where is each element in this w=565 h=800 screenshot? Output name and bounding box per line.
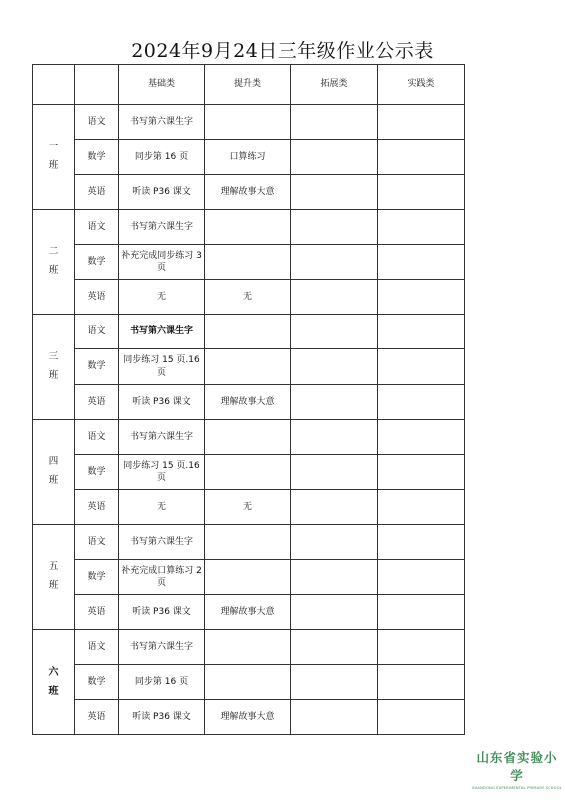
class-name-cell (33, 210, 75, 315)
basic-cell: 听读 P36 课文 (119, 385, 205, 420)
practice-cell (378, 525, 465, 560)
extend-cell (291, 455, 378, 490)
practice-cell (378, 630, 465, 665)
improve-cell (205, 455, 291, 490)
improve-cell: 理解故事大意 (205, 385, 291, 420)
practice-cell (378, 385, 465, 420)
extend-cell (291, 105, 378, 140)
extend-cell (291, 280, 378, 315)
subject-cell: 英语 (75, 490, 119, 525)
basic-cell: 书写第六课生字 (119, 630, 205, 665)
header-row (33, 65, 465, 105)
extend-cell (291, 525, 378, 560)
improve-cell: 口算练习 (205, 140, 291, 175)
basic-cell: 书写第六课生字 (119, 210, 205, 245)
subject-cell: 语文 (75, 315, 119, 349)
subject-cell: 语文 (75, 525, 119, 560)
extend-cell (291, 560, 378, 595)
class-name-bottom: 班 (48, 686, 59, 697)
school-logo-cn: 山东省实验小学 (476, 750, 558, 783)
subject-cell: 英语 (75, 280, 119, 315)
class-name-bottom: 班 (48, 265, 59, 276)
improve-cell (205, 525, 291, 560)
subject-cell: 数学 (75, 349, 119, 385)
basic-cell: 同步第 16 页 (119, 665, 205, 700)
subject-cell: 数学 (75, 665, 119, 700)
basic-cell: 书写第六课生字 (119, 105, 205, 140)
subject-cell: 语文 (75, 210, 119, 245)
homework-table (32, 64, 465, 735)
basic-cell: 无 (119, 280, 205, 315)
table-row (33, 140, 465, 175)
extend-cell (291, 700, 378, 735)
improve-cell (205, 315, 291, 349)
header-practice: 实践类 (378, 65, 465, 105)
table-row (33, 420, 465, 455)
table-row (33, 349, 465, 385)
class-name-top: 一 (48, 141, 59, 153)
basic-cell: 书写第六课生字 (119, 525, 205, 560)
class-name-bottom: 班 (48, 160, 59, 171)
table-row (33, 595, 465, 630)
practice-cell (378, 280, 465, 315)
practice-cell (378, 245, 465, 280)
improve-cell (205, 349, 291, 385)
subject-cell: 数学 (75, 245, 119, 280)
basic-cell: 书写第六课生字 (119, 420, 205, 455)
extend-cell (291, 349, 378, 385)
class-name-top: 四 (48, 456, 59, 468)
table-row (33, 630, 465, 665)
subject-cell: 英语 (75, 700, 119, 735)
table-row (33, 175, 465, 210)
school-logo (472, 748, 562, 790)
improve-cell (205, 245, 291, 280)
table-row (33, 665, 465, 700)
basic-cell: 听读 P36 课文 (119, 700, 205, 735)
table-row (33, 455, 465, 490)
practice-cell (378, 455, 465, 490)
practice-cell (378, 140, 465, 175)
class-name-bottom: 班 (48, 580, 59, 591)
practice-cell (378, 560, 465, 595)
extend-cell (291, 175, 378, 210)
extend-cell (291, 245, 378, 280)
subject-cell: 语文 (75, 630, 119, 665)
basic-cell: 补充完成同步练习 3 页 (119, 245, 205, 280)
basic-cell: 书写第六课生字 (119, 315, 205, 349)
table-row (33, 315, 465, 349)
header-basic: 基础类 (119, 65, 205, 105)
class-name-cell (33, 525, 75, 630)
table-row (33, 700, 465, 735)
basic-cell: 听读 P36 课文 (119, 175, 205, 210)
practice-cell (378, 349, 465, 385)
improve-cell: 理解故事大意 (205, 595, 291, 630)
extend-cell (291, 140, 378, 175)
practice-cell (378, 490, 465, 525)
subject-cell: 数学 (75, 560, 119, 595)
extend-cell (291, 385, 378, 420)
class-name-top: 二 (48, 246, 59, 258)
practice-cell (378, 700, 465, 735)
extend-cell (291, 490, 378, 525)
practice-cell (378, 420, 465, 455)
practice-cell (378, 210, 465, 245)
table-row (33, 245, 465, 280)
header-improve: 提升类 (205, 65, 291, 105)
improve-cell (205, 105, 291, 140)
extend-cell (291, 630, 378, 665)
basic-cell: 同步练习 15 页.16 页 (119, 349, 205, 385)
practice-cell (378, 315, 465, 349)
basic-cell: 同步第 16 页 (119, 140, 205, 175)
header-subject-cell (75, 65, 119, 105)
table-row (33, 105, 465, 140)
school-logo-en: SHANDONG EXPERIMENTAL PRIMARY SCHOOL (472, 786, 562, 790)
improve-cell (205, 210, 291, 245)
improve-cell (205, 420, 291, 455)
class-name-cell (33, 630, 75, 735)
basic-cell: 无 (119, 490, 205, 525)
subject-cell: 英语 (75, 595, 119, 630)
extend-cell (291, 315, 378, 349)
subject-cell: 语文 (75, 420, 119, 455)
class-name-cell (33, 105, 75, 210)
table-row (33, 490, 465, 525)
extend-cell (291, 665, 378, 700)
class-name-bottom: 班 (48, 475, 59, 486)
class-name-top: 五 (48, 561, 59, 573)
extend-cell (291, 595, 378, 630)
extend-cell (291, 210, 378, 245)
extend-cell (291, 420, 378, 455)
page-title: 2024年9月24日三年级作业公示表 (131, 40, 434, 62)
subject-cell: 数学 (75, 140, 119, 175)
basic-cell: 听读 P36 课文 (119, 595, 205, 630)
basic-cell: 同步练习 15 页.16 页 (119, 455, 205, 490)
practice-cell (378, 175, 465, 210)
improve-cell: 理解故事大意 (205, 175, 291, 210)
table-row (33, 280, 465, 315)
table-row (33, 560, 465, 595)
improve-cell (205, 665, 291, 700)
subject-cell: 语文 (75, 105, 119, 140)
header-extend: 拓展类 (291, 65, 378, 105)
practice-cell (378, 105, 465, 140)
basic-cell: 补充完成口算练习 2 页 (119, 560, 205, 595)
subject-cell: 英语 (75, 175, 119, 210)
improve-cell: 理解故事大意 (205, 700, 291, 735)
class-name-bottom: 班 (48, 370, 59, 381)
class-name-top: 六 (48, 666, 59, 678)
table-row (33, 210, 465, 245)
subject-cell: 数学 (75, 455, 119, 490)
practice-cell (378, 665, 465, 700)
header-corner-cell (33, 65, 75, 105)
improve-cell: 无 (205, 490, 291, 525)
improve-cell (205, 560, 291, 595)
table-row (33, 385, 465, 420)
subject-cell: 英语 (75, 385, 119, 420)
table-row (33, 525, 465, 560)
improve-cell: 无 (205, 280, 291, 315)
practice-cell (378, 595, 465, 630)
class-name-top: 三 (48, 351, 59, 363)
class-name-cell (33, 315, 75, 420)
class-name-cell (33, 420, 75, 525)
improve-cell (205, 630, 291, 665)
